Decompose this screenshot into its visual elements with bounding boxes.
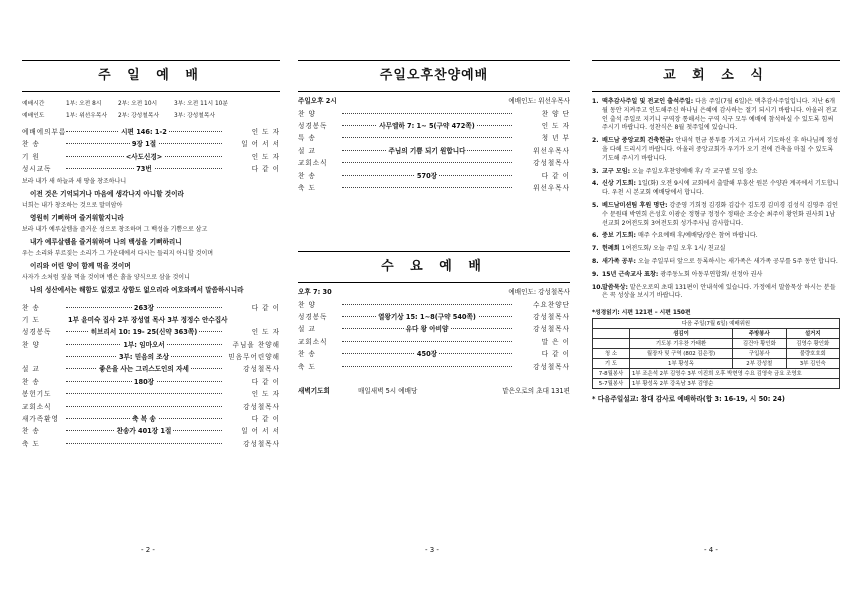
item-label: 교회소식 [22, 402, 52, 411]
order-item [298, 335, 570, 347]
item-label: 성경봉독 [22, 328, 52, 337]
item-person: 위선우목사 [533, 183, 570, 192]
item-text: 좋은을 사는 그리스도인의 자세 [99, 365, 189, 374]
news-heading: 새가족 공부: [602, 257, 636, 265]
order-item [298, 322, 570, 334]
item-content [342, 311, 512, 321]
news-heading: 교구 모임: [602, 167, 631, 175]
order-item [22, 424, 280, 436]
item-label: 찬 양 [22, 340, 40, 349]
order-item [22, 399, 280, 411]
item-label: 예배에의부름 [22, 127, 67, 136]
order-item [298, 298, 570, 310]
duty-table: 다음 주일(7월 6일) 예배위원 섬김이 주방봉사 설거지 기도봉 기우찬 가태환 김건아 황인화 김영수 황인화 청 소 월장자 및 구역 (802 김은정) 구입봉사 불량호호회 기 도 1부 황성옥 2부 강성철 3부 김인숙 7-8월봉사 1부 조은석 2부 김영수 3부 이진희 오후 박현영 수요 김영숙 금요 조영호 5-7월봉사 1부 황성옥 2부 강옥남 3부 김영순 [592, 318, 840, 389]
item-text: 축 복 송 [132, 415, 156, 424]
item-text: 1부 윤미숙 집사 2부 장성열 목사 3부 정정수 안수집사 [68, 315, 228, 324]
news-number: 2. [592, 137, 599, 145]
order-item [22, 125, 280, 137]
item-person: 다 같 이 [541, 171, 570, 180]
item-person: 청 년 부 [541, 134, 570, 143]
news-number: 4. [592, 180, 599, 188]
item-label: 성경봉독 [298, 121, 328, 130]
item-label: 새가족환영 [22, 415, 59, 424]
item-label: 설 교 [298, 325, 316, 334]
news-text: 맡은오로의 초대 131편이 안내석에 있습니다. 가정에서 말씀묵상 하시는 분들은 꼭 성상을 보시기 바랍니다. [602, 283, 836, 300]
item-person: 강성철목사 [243, 439, 280, 448]
item-text: 유다 왕 아비얌 [405, 325, 449, 334]
item-person: 다 같 이 [251, 377, 280, 386]
item-label: 봉헌기도 [22, 390, 52, 399]
item-content [66, 163, 222, 173]
item-text: 사무엘하 7: 1~ 5(구약 472쪽) [379, 121, 475, 130]
verse-line: 이리와 어린 양이 함께 먹을 것이며 [30, 262, 131, 271]
item-content [66, 425, 222, 435]
item-text: 180장 [133, 377, 155, 386]
order-item [22, 375, 280, 387]
item-person: 다 같 이 [251, 415, 280, 424]
news-item [592, 180, 840, 198]
order-item [298, 310, 570, 322]
item-label: 찬 송 [298, 171, 316, 180]
news-item [592, 168, 840, 177]
verse-line: 너희는 내가 창조하는 것으로 말미암아 [22, 202, 123, 210]
verse-line: 내가 예루살렘을 즐거워하며 나의 백성을 기뻐하리니 [30, 238, 182, 247]
item-person: 인 도 자 [251, 152, 280, 161]
order-item [298, 181, 570, 193]
order-item [22, 350, 280, 362]
verse-line: 나의 성산에서는 해함도 없겠고 상함도 없으리라 여호와께서 말씀하시니라 [30, 286, 244, 295]
item-text: <사도신경> [125, 152, 163, 161]
item-label: 설 교 [22, 365, 40, 374]
item-content [66, 351, 222, 361]
news-number: 8. [592, 257, 599, 265]
news-heading: 15년 근속교사 표창: [602, 270, 659, 278]
news-item [592, 232, 840, 241]
news-text: 다음 주일(7월 6일)은 맥추감사주일입니다. 지난 6개월 동안 지켜주고 인도해주신 하나님 은혜에 감사하는 절기 되시기 바랍니다. 아울러 전교인 출석 주일로 지키니 구역장 통해서는 구역 식구 모두 예배에 참석하실 수 있도록 힘써 주시기 바랍니다. 성찬식은 8월 첫주일에 있습니다. [602, 98, 838, 132]
item-label: 찬 송 [22, 140, 40, 149]
item-person: 일 어 서 서 [241, 140, 280, 149]
item-text: 열왕기상 15: 1~8(구약 540쪽) [378, 313, 476, 322]
responsive-reading [22, 176, 280, 296]
news-heading: 신상 기도회: [602, 180, 636, 188]
item-text: 450장 [416, 350, 438, 359]
order-item [298, 144, 570, 156]
item-content [66, 363, 222, 373]
next-sermon: * 다음주일설교: 참대 감사로 예배하라(합 3: 16-19, 시 50: 24) [592, 394, 785, 403]
order-item [298, 106, 570, 118]
order-item [22, 150, 280, 162]
news-text: 강준영 기희정 김경화 김갑수 김도경 김미경 김성식 김영주 김인수 문원태 박연희 은성호 이광순 정형규 정정수 정태순 조승순 최주이 황인화 권사회 1남선교회 2여전도회 3여전도회 성가주사님 감사합니다. [602, 201, 839, 227]
verse-line: 보라 내가 새 하늘과 새 땅을 창조하나니 [22, 178, 127, 186]
item-label: 교회소식 [298, 159, 328, 168]
item-person: 인 도 자 [251, 390, 280, 399]
item-content [342, 120, 512, 130]
page-4-column [592, 60, 840, 560]
news-heading: 말씀묵상: [602, 283, 628, 291]
item-person: 위선우목사 [533, 146, 570, 155]
item-text: 570장 [416, 171, 438, 180]
news-heading: 헌례회 [602, 245, 620, 253]
wednesday-header: 오후 7: 30 예배인도: 강성철목사 [298, 288, 570, 297]
item-label: 특 송 [298, 134, 316, 143]
item-label: 찬 양 [298, 109, 316, 118]
news-number: 7. [592, 245, 599, 253]
item-content [342, 348, 512, 358]
order-item [22, 313, 280, 325]
order-item [298, 168, 570, 180]
order-of-worship-1 [22, 125, 280, 175]
news-item [592, 284, 840, 302]
item-person: 강성철목사 [243, 402, 280, 411]
item-person: 강성철목사 [533, 325, 570, 334]
news-list [592, 98, 840, 301]
item-person: 인 도 자 [251, 328, 280, 337]
afternoon-order [298, 106, 570, 193]
item-person: 말 은 이 [541, 337, 570, 346]
item-content [66, 413, 222, 423]
order-item [22, 387, 280, 399]
item-content [66, 326, 222, 336]
afternoon-service-title: 주일오후찬양예배 [298, 60, 570, 92]
order-item [298, 131, 570, 143]
order-item [22, 437, 280, 449]
news-text: 1일(화) 오전 9시에 교회에서 출발해 부흥산 원본 수양관 계곡에서 기도합니다. 우천 시 본교회 예배당에서 합니다. [602, 180, 839, 197]
news-number: 5. [592, 201, 599, 209]
news-heading: 중보 기도회: [602, 232, 636, 240]
news-text: 오늘 주일부터 앞으로 등록하시는 새가족은 새가족 공부를 5주 동안 합니다. [637, 257, 838, 265]
item-content [66, 151, 222, 161]
item-label: 설 교 [298, 146, 316, 155]
item-text: 9장 1절 [131, 140, 157, 149]
order-item [22, 325, 280, 337]
item-person: 강성철목사 [533, 313, 570, 322]
item-label: 교회소식 [298, 337, 328, 346]
verse-line: 우는 소리와 부르짖는 소리가 그 가운데에서 다시는 들리지 아니할 것이며 [22, 250, 214, 258]
news-item [592, 245, 840, 254]
order-item [298, 119, 570, 131]
schedule-leaders: 예배인도 1부: 위선우목사 2부: 강성철목사 3부: 강성철목사 [22, 113, 216, 120]
item-content [66, 302, 222, 312]
page-3-column [298, 60, 570, 560]
item-person: 수요찬양단 [533, 300, 570, 309]
item-label: 성시교독 [22, 165, 52, 174]
item-label: 축 도 [298, 183, 316, 192]
wednesday-order [298, 298, 570, 372]
verse-line: 이전 것은 기억되거나 마음에 생각나지 아니할 것이라 [30, 190, 184, 199]
item-label: 찬 송 [22, 427, 40, 436]
item-content [66, 376, 222, 386]
wednesday-service-title: 수 요 예 배 [298, 251, 570, 283]
item-content [66, 126, 222, 136]
item-person: 찬 양 단 [541, 109, 570, 118]
order-item [22, 362, 280, 374]
news-heading: 맥추감사주일 및 전교인 출석주일: [602, 98, 694, 105]
afternoon-header: 주일오후 2시 예배인도: 위선우목사 [298, 97, 570, 106]
item-text: 73번 [136, 165, 152, 174]
item-person: 인 도 자 [541, 121, 570, 130]
item-label: 찬 양 [298, 300, 316, 309]
verse-line: 보라 내가 예루살렘을 즐거운 성으로 창조하며 그 백성을 기쁨으로 삼고 [22, 226, 208, 234]
item-content [66, 339, 222, 349]
page-number-4: - 4 - [704, 546, 718, 554]
news-text: 1여전도회/ 오늘 주일 오후 1시/ 친교실 [621, 245, 726, 253]
item-text: 3부: 믿음의 조상 [118, 353, 170, 362]
page-number-2: - 2 - [141, 546, 155, 554]
item-text: 찬송가 401장 1절 [116, 427, 172, 436]
news-item [592, 137, 840, 163]
item-person: 다 같 이 [251, 165, 280, 174]
item-content [66, 138, 222, 148]
church-news-title: 교 회 소 식 [592, 60, 840, 92]
item-label: 축 도 [298, 362, 316, 371]
item-text: 시편 146: 1-2 [121, 127, 167, 136]
order-item [22, 137, 280, 149]
item-text: 1부: 임마오서 [123, 340, 165, 349]
page-2-column [22, 60, 280, 560]
item-label: 기 원 [22, 152, 40, 161]
order-item [298, 156, 570, 168]
page-number-3: - 3 - [425, 546, 439, 554]
news-heading: 베드남미션팀 후원 명단: [602, 201, 668, 209]
news-number: 1. [592, 98, 599, 105]
verse-line: 영원히 기뻐하며 즐거워할지니라 [30, 214, 124, 223]
news-item [592, 98, 840, 133]
item-content [342, 323, 512, 333]
item-person: 인 도 자 [251, 127, 280, 136]
item-content [342, 170, 512, 180]
news-heading: 배드남 중앙교회 건축헌금: [602, 137, 674, 145]
item-label: 축 도 [22, 439, 40, 448]
news-text: 오늘 주일오후찬양예배 후/ 각 교구별 모임 장소 [632, 167, 758, 175]
item-person: 주님을 찬양해 [232, 340, 280, 349]
item-person: 강성철목사 [533, 159, 570, 168]
news-text: 매주 수요예배 후/예배당/장은 참여 바랍니다. [637, 232, 758, 240]
order-item [22, 300, 280, 312]
item-label: 찬 송 [298, 350, 316, 359]
item-label: 성경봉독 [298, 313, 328, 322]
item-person: 일 어 서 서 [241, 427, 280, 436]
sunday-service-title: 주 일 예 배 [22, 60, 280, 92]
bible-reading: *성경읽기: 시편 121편 – 시편 150편 [592, 309, 691, 316]
item-person: 강성철목사 [243, 365, 280, 374]
item-label: 기 도 [22, 315, 40, 324]
item-person: 믿음무어린양해 [228, 353, 280, 362]
news-text: 안내석 헌금 봉투를 가지고 가셔서 기도하신 후 하나님께 정성을 다해 드리시기 바랍니다. 아울러 중앙교회가 우기가 오기 전에 건축을 마칠 수 있도록 기도해 주시기 바랍니다. [602, 137, 839, 162]
item-person: 강성철목사 [533, 362, 570, 371]
order-item [298, 347, 570, 359]
verse-line: 사자가 소처럼 짚을 먹을 것이며 뱀은 흙을 양식으로 삼을 것이니 [22, 274, 190, 282]
news-item [592, 258, 840, 267]
item-content [342, 145, 512, 155]
item-text: 263장 [133, 303, 155, 312]
news-item [592, 202, 840, 228]
item-text: 주님의 기쁨 되기 원합니다 [388, 146, 466, 155]
news-number: 10. [592, 283, 603, 291]
news-item [592, 271, 840, 280]
news-number: 6. [592, 232, 599, 240]
order-item [22, 412, 280, 424]
order-of-worship-2 [22, 300, 280, 449]
item-person: 다 같 이 [251, 303, 280, 312]
news-number: 9. [592, 270, 599, 278]
dawn-prayer: 새벽기도회 매일새벽 5시 예배당 맡은오로의 초대 131편 [298, 387, 570, 396]
order-item [22, 162, 280, 174]
schedule-times: 예배시간 1부: 오전 8시 2부: 오전 10시 3부: 오전 11시 10분 [22, 100, 228, 107]
item-text: 히브리서 10: 19- 25(신약 363쪽) [90, 328, 198, 337]
item-content [66, 314, 230, 324]
item-label: 찬 송 [22, 377, 40, 386]
news-text: 광주동노회 아동부연합회/ 선정아 권사 [660, 270, 763, 278]
item-label: 찬 송 [22, 303, 40, 312]
item-person: 다 같 이 [541, 350, 570, 359]
news-number: 3. [592, 167, 599, 175]
order-item [298, 359, 570, 371]
order-item [22, 338, 280, 350]
